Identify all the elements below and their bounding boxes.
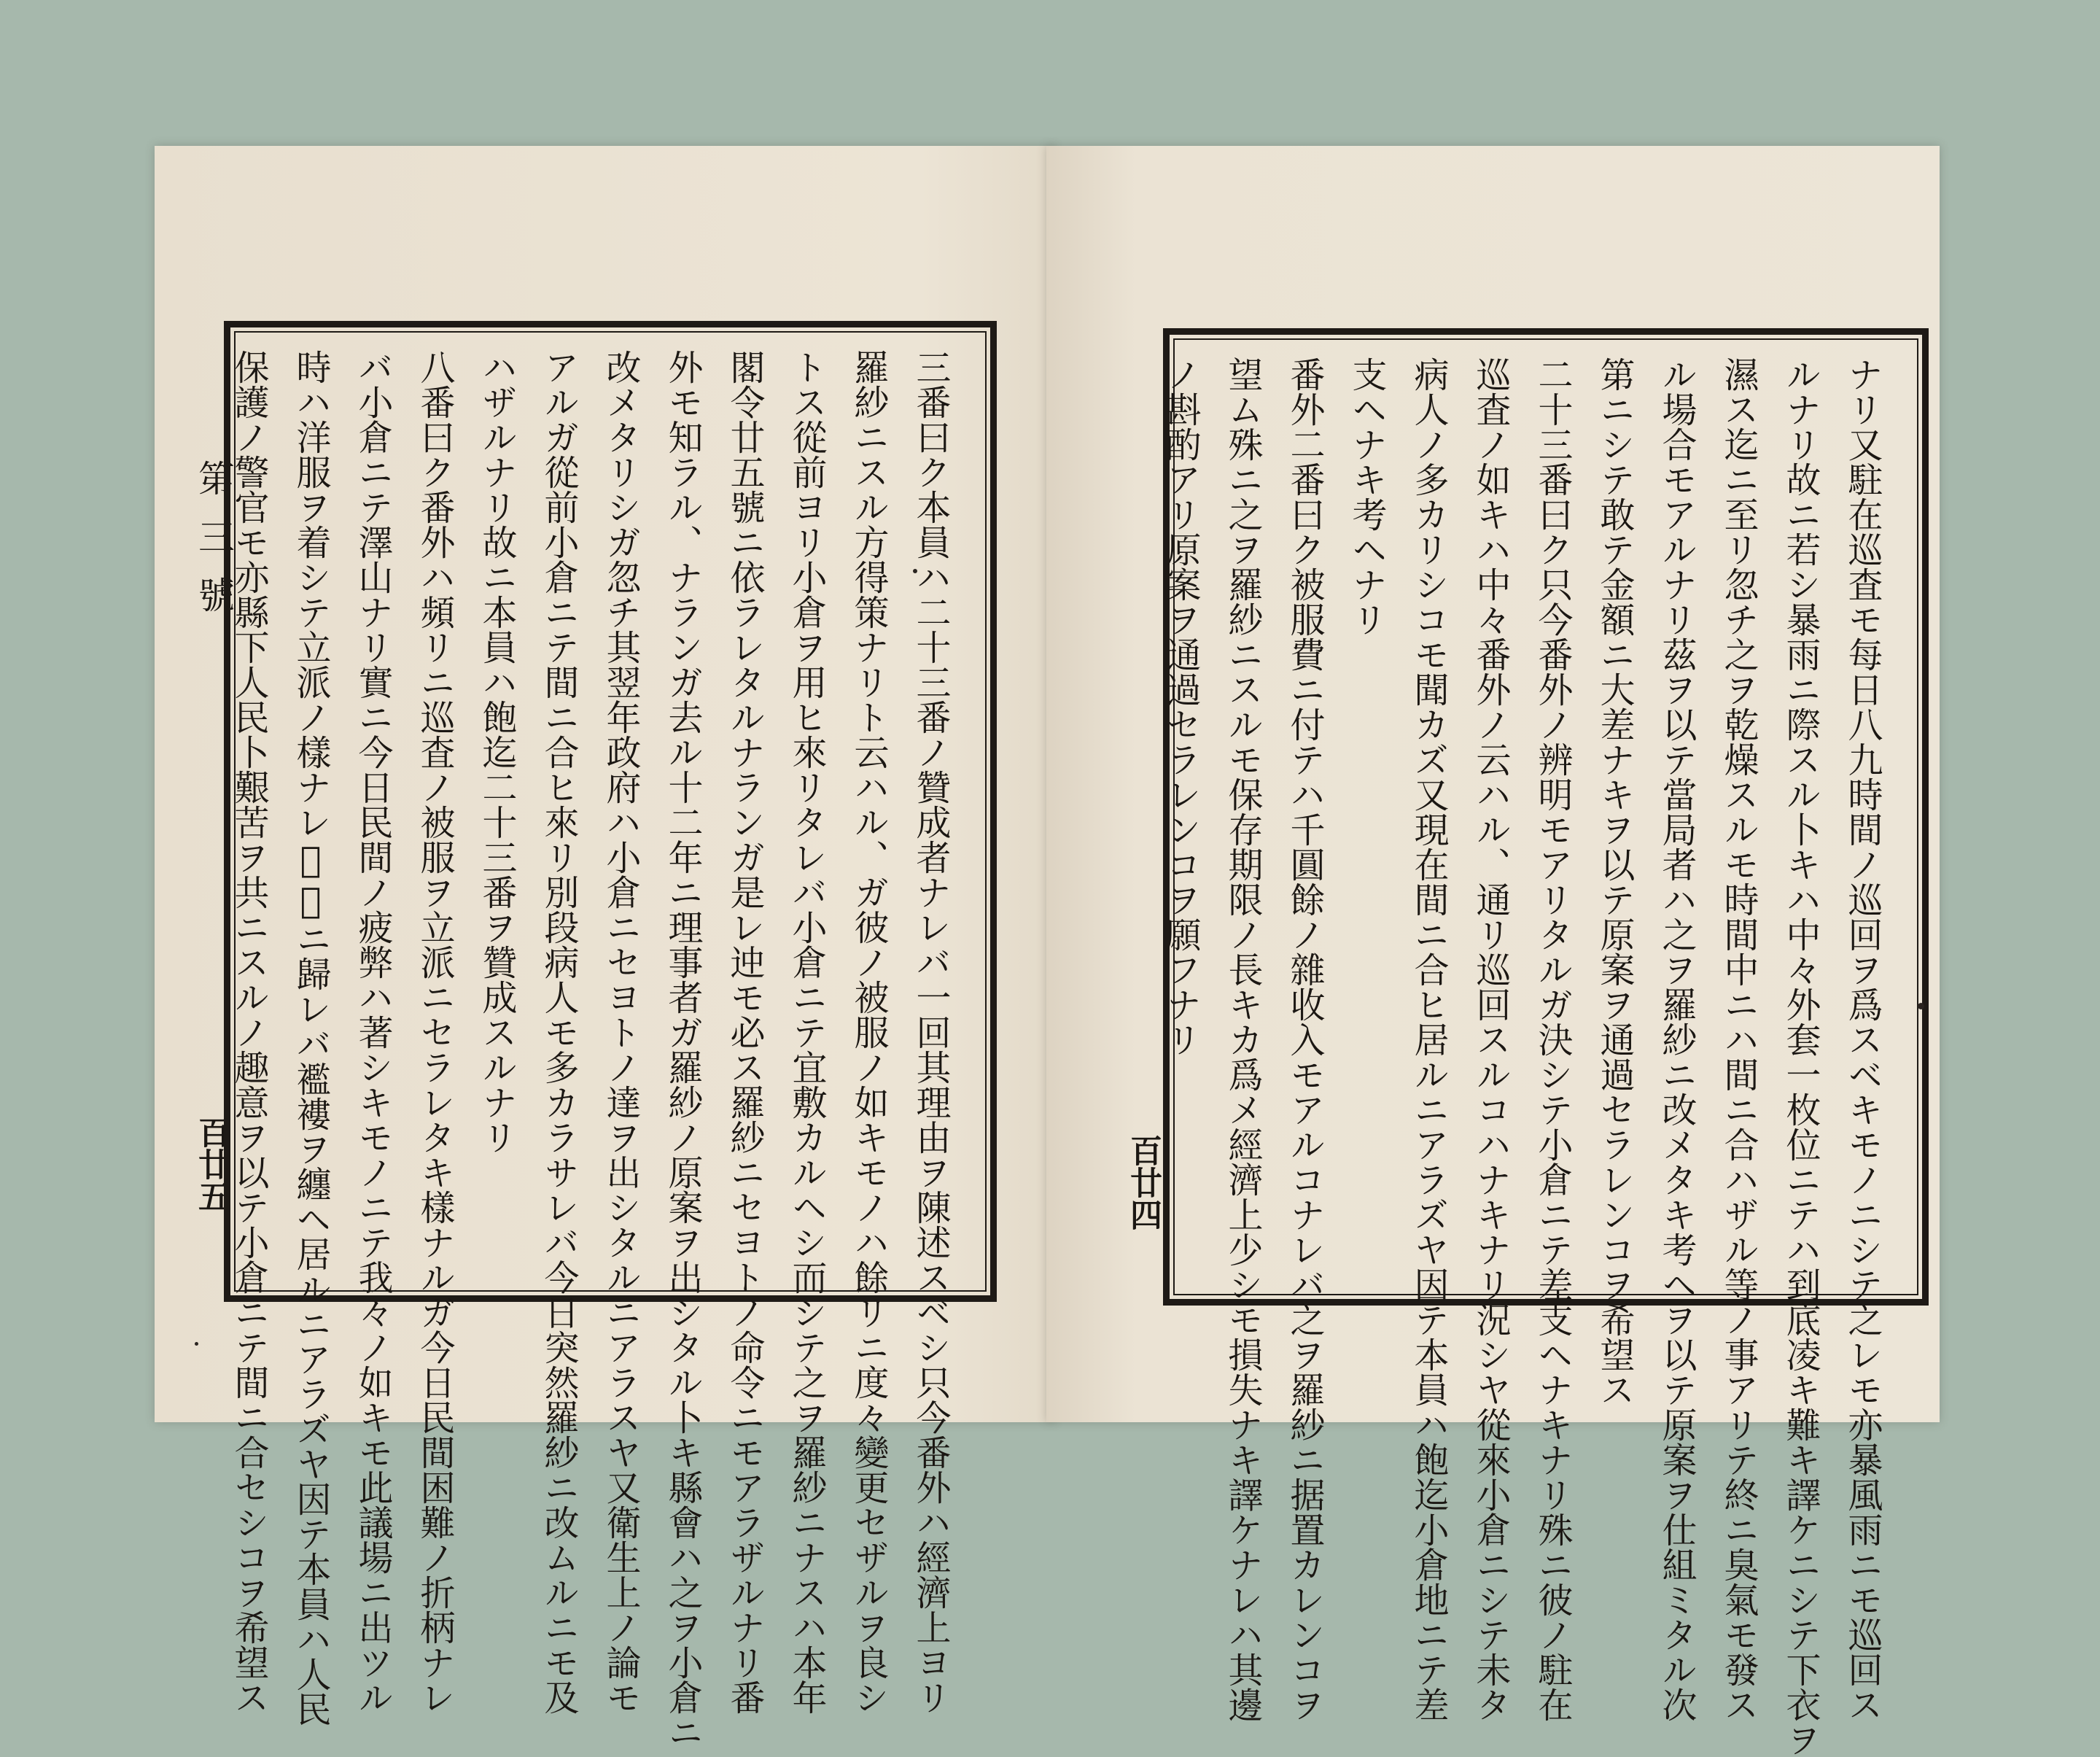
text-line: ルナリ故ニ若シ暴雨ニ際スル卜キハ中々外套一枚位ニテハ到底凌キ難キ譯ケニシテ下衣ヲ xyxy=(1780,357,1821,1757)
left-page xyxy=(155,146,1055,1750)
text-line: 閣令廿五號ニ依ラレタルナランガ是レ迚モ必ス羅紗ニセヨトノ命令ニモアラザルナリ番 xyxy=(724,349,765,1715)
right-page xyxy=(1046,146,1940,1757)
text-line: 病人ノ多カリシコモ聞カズ又現在間ニ合ヒ居ルニアラズヤ因テ本員ハ飽迄小倉地ニテ差 xyxy=(1408,357,1449,1722)
issue-label: 第三號 xyxy=(192,459,235,635)
text-line: 濕ス迄ニ至リ忽チ之ヲ乾燥スルモ時間中ニハ間ニ合ハザル等ノ事アリテ終ニ臭氣モ發ス xyxy=(1718,357,1759,1722)
body-text xyxy=(228,349,961,1750)
text-line: ル場合モアルナリ茲ヲ以テ當局者ハ之ヲ羅紗ニ改メタキ考ヘヲ以テ原案ヲ仕組ミタル次 xyxy=(1656,357,1697,1722)
ink-speck xyxy=(195,1342,198,1346)
text-line: トス從前ヨリ小倉ヲ用ヒ來リタレバ小倉ニテ宜敷カルヘシ而シテ之ヲ羅紗ニナスハ本年 xyxy=(786,349,827,1715)
text-line: 第ニシテ敢テ金額ニ大差ナキヲ以テ原案ヲ通過セラレンコヲ希望ス xyxy=(1594,357,1635,1407)
text-line: ハザルナリ故ニ本員ハ飽迄二十三番ヲ贊成スルナリ xyxy=(476,349,517,1155)
text-line: 望ム殊ニ之ヲ羅紗ニスルモ保存期限ノ長キカ爲メ經濟上少シモ損失ナキ譯ケナレハ其邊 xyxy=(1222,357,1263,1722)
text-line: 巡査ノ如キハ中々番外ノ云ハル、通リ巡回スルコハナキナリ況シヤ從來小倉ニシテ未タ xyxy=(1470,357,1511,1722)
text-line: ノ斟酌アリ原案ヲ通過セラレンコヲ願フナリ xyxy=(1160,357,1201,1057)
text-frame xyxy=(224,321,997,1750)
text-line: 外モ知ラル、ナランガ去ル十二年ニ理事者ガ羅紗ノ原案ヲ出シタル卜キ縣會ハ之ヲ小倉ニ xyxy=(662,349,703,1750)
body-text xyxy=(1160,357,1893,1757)
ink-speck xyxy=(1918,1003,1924,1009)
text-frame xyxy=(1160,328,1929,1757)
text-line: バ小倉ニテ澤山ナリ實ニ今日民間ノ疲弊ハ著シキモノニテ我々ノ如キモ此議場ニ出ツル xyxy=(352,349,393,1715)
text-line: 二十三番曰ク只今番外ノ辨明モアリタルガ決シテ小倉ニテ差支ヘナキナリ殊ニ彼ノ駐在 xyxy=(1532,357,1573,1722)
text-line: 八番曰ク番外ハ頻リニ巡査ノ被服ヲ立派ニセラレタキ樣ナルガ今日民間困難ノ折柄ナレ xyxy=(414,349,455,1715)
text-line: 羅紗ニスル方得策ナリト云ハル、ガ彼ノ被服ノ如キモノハ餘リニ度々變更セザルヲ良シ xyxy=(848,349,889,1715)
text-line: アルガ從前小倉ニテ間ニ合ヒ來リ別段病人モ多カラサレバ今日突然羅紗ニ改ムルニモ及 xyxy=(538,349,579,1715)
text-line: 保護ノ警官モ亦縣下人民卜艱苦ヲ共ニスルノ趣意ヲ以テ小倉ニテ間ニ合セシコヲ希望ス xyxy=(228,349,269,1715)
page-number: 百廿四 xyxy=(1124,1134,1162,1230)
text-line: 支ヘナキ考ヘナリ xyxy=(1346,357,1387,637)
page-number: 百廿五 xyxy=(192,1116,230,1212)
text-line: 番外二番曰ク被服費ニ付テハ千圓餘ノ雜收入モアルコナレバ之ヲ羅紗ニ据置カレンコヲ xyxy=(1284,357,1325,1722)
text-line: 三番曰ク本員ハ二十三番ノ贊成者ナレバ一回其理由ヲ陳述スベシ只今番外ハ經濟上ヨリ xyxy=(910,349,951,1715)
text-line: 改メタリシガ忽チ其翌年政府ハ小倉ニセヨトノ達ヲ出シタルニアラスヤ又衛生上ノ論モ xyxy=(600,349,641,1715)
text-line: ナリ又駐在巡査モ每日八九時間ノ巡回ヲ爲スベキモノニシテ之レモ亦暴風雨ニモ巡回ス xyxy=(1842,357,1883,1722)
text-line: 時ハ洋服ヲ着シテ立派ノ樣ナレ𪜈家ニ歸レバ襤褸ヲ纏ヘ居ルニアラズヤ因テ本員ハ人民 xyxy=(290,349,331,1726)
